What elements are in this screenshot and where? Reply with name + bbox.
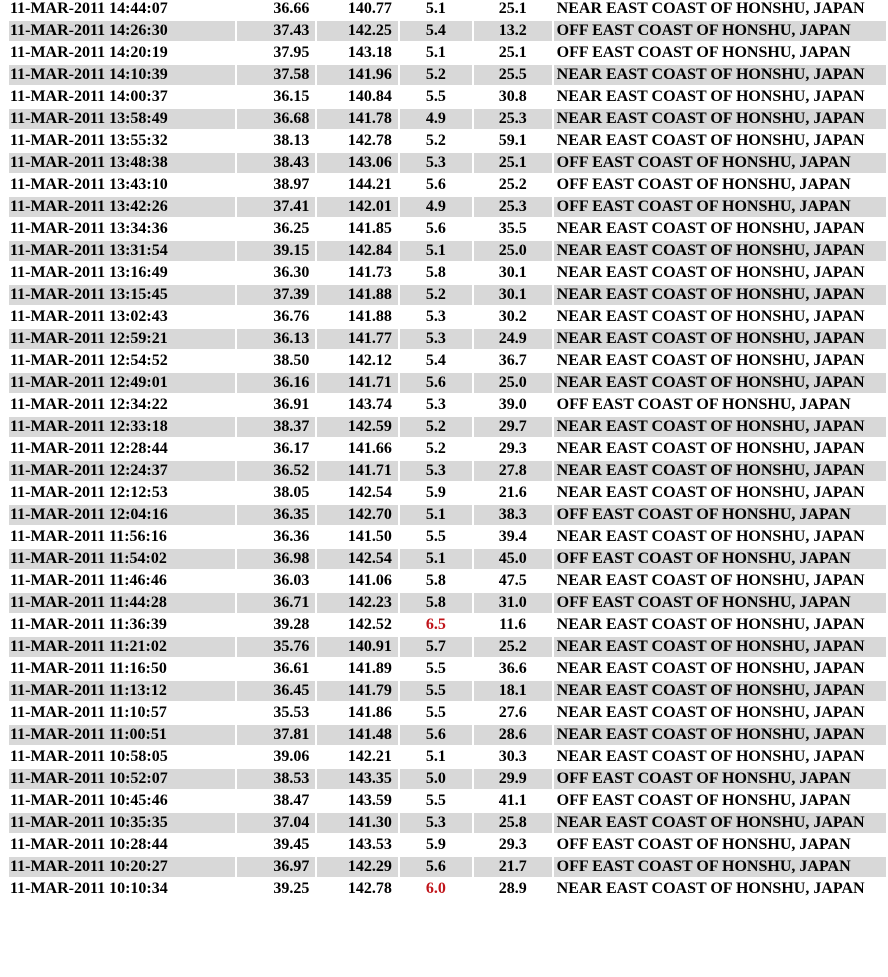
event-magnitude: 5.0 — [400, 769, 472, 789]
event-depth: 30.1 — [474, 285, 552, 305]
table-row — [9, 505, 886, 525]
event-longitude: 141.06 — [347, 572, 392, 589]
event-longitude: 142.52 — [347, 616, 392, 633]
event-datetime: 11-MAR-2011 11:44:28 — [9, 593, 235, 613]
event-latitude: 39.45 — [273, 836, 310, 853]
event-latitude: 36.13 — [237, 329, 315, 349]
table-row — [9, 791, 886, 811]
event-longitude: 141.88 — [347, 308, 392, 325]
event-longitude: 141.48 — [317, 725, 398, 745]
event-magnitude: 5.5 — [400, 681, 472, 701]
event-depth: 29.3 — [498, 836, 527, 853]
table-row — [9, 0, 886, 19]
event-depth: 25.1 — [474, 153, 552, 173]
event-magnitude: 5.1 — [400, 549, 472, 569]
event-region: NEAR EAST COAST OF HONSHU, JAPAN — [554, 637, 886, 657]
table-row — [9, 571, 886, 591]
event-region: OFF EAST COAST OF HONSHU, JAPAN — [556, 396, 851, 413]
table-row — [9, 197, 886, 217]
event-depth: 25.8 — [474, 813, 552, 833]
event-region: OFF EAST COAST OF HONSHU, JAPAN — [556, 44, 851, 61]
event-depth: 21.6 — [498, 484, 527, 501]
event-depth: 35.5 — [498, 220, 527, 237]
event-magnitude: 5.6 — [425, 220, 446, 237]
event-depth: 28.6 — [474, 725, 552, 745]
event-region: NEAR EAST COAST OF HONSHU, JAPAN — [556, 264, 865, 281]
event-datetime: 11-MAR-2011 12:34:22 — [10, 396, 168, 413]
event-datetime: 11-MAR-2011 14:00:37 — [10, 88, 168, 105]
event-region: NEAR EAST COAST OF HONSHU, JAPAN — [556, 660, 865, 677]
event-latitude: 38.97 — [273, 176, 310, 193]
event-depth: 45.0 — [474, 549, 552, 569]
event-magnitude: 5.3 — [400, 813, 472, 833]
event-datetime: 11-MAR-2011 10:10:34 — [10, 880, 168, 897]
event-magnitude: 5.1 — [425, 0, 446, 17]
event-latitude: 36.61 — [273, 660, 310, 677]
event-magnitude: 5.1 — [425, 748, 446, 765]
event-latitude: 38.43 — [237, 153, 315, 173]
event-region: OFF EAST COAST OF HONSHU, JAPAN — [556, 176, 851, 193]
event-region: NEAR EAST COAST OF HONSHU, JAPAN — [556, 704, 865, 721]
event-depth: 29.3 — [498, 440, 527, 457]
event-magnitude: 5.6 — [400, 725, 472, 745]
event-depth: 30.1 — [498, 264, 527, 281]
event-depth: 31.0 — [474, 593, 552, 613]
event-region: NEAR EAST COAST OF HONSHU, JAPAN — [556, 484, 865, 501]
event-magnitude: 5.3 — [400, 329, 472, 349]
event-magnitude: 5.5 — [425, 660, 446, 677]
table-row — [9, 769, 886, 789]
table-row — [9, 725, 886, 745]
event-latitude: 37.43 — [237, 21, 315, 41]
event-magnitude: 5.3 — [400, 153, 472, 173]
event-region: OFF EAST COAST OF HONSHU, JAPAN — [554, 153, 886, 173]
event-datetime: 11-MAR-2011 11:10:57 — [10, 704, 167, 721]
event-latitude: 36.71 — [237, 593, 315, 613]
event-region: NEAR EAST COAST OF HONSHU, JAPAN — [556, 528, 865, 545]
event-longitude: 143.59 — [347, 792, 392, 809]
event-depth: 30.3 — [498, 748, 527, 765]
event-region: NEAR EAST COAST OF HONSHU, JAPAN — [554, 65, 886, 85]
event-depth: 47.5 — [498, 572, 527, 589]
event-longitude: 142.23 — [317, 593, 398, 613]
event-longitude: 142.29 — [317, 857, 398, 877]
event-longitude: 141.86 — [347, 704, 392, 721]
event-region: NEAR EAST COAST OF HONSHU, JAPAN — [554, 241, 886, 261]
event-depth: 29.9 — [474, 769, 552, 789]
event-depth: 30.8 — [498, 88, 527, 105]
event-magnitude: 5.2 — [400, 65, 472, 85]
event-depth: 24.9 — [474, 329, 552, 349]
event-magnitude: 5.8 — [425, 572, 446, 589]
table-row — [9, 439, 886, 459]
event-longitude: 141.30 — [317, 813, 398, 833]
event-depth: 59.1 — [498, 132, 527, 149]
table-row — [9, 153, 886, 173]
event-magnitude: 5.4 — [425, 352, 446, 369]
table-row — [9, 373, 886, 393]
event-datetime: 11-MAR-2011 13:15:45 — [9, 285, 235, 305]
table-row — [9, 329, 886, 349]
event-latitude: 36.98 — [237, 549, 315, 569]
event-depth: 11.6 — [499, 616, 527, 633]
event-datetime: 11-MAR-2011 11:00:51 — [9, 725, 235, 745]
event-datetime: 11-MAR-2011 13:02:43 — [10, 308, 168, 325]
event-longitude: 140.84 — [347, 88, 392, 105]
event-latitude: 36.91 — [273, 396, 310, 413]
event-region: NEAR EAST COAST OF HONSHU, JAPAN — [554, 109, 886, 129]
event-depth: 27.8 — [474, 461, 552, 481]
event-region: OFF EAST COAST OF HONSHU, JAPAN — [556, 836, 851, 853]
table-row — [9, 813, 886, 833]
event-latitude: 36.68 — [237, 109, 315, 129]
table-row — [9, 417, 886, 437]
table-row — [9, 879, 886, 899]
event-region: OFF EAST COAST OF HONSHU, JAPAN — [554, 197, 886, 217]
event-depth: 28.9 — [498, 880, 527, 897]
event-datetime: 11-MAR-2011 13:34:36 — [10, 220, 168, 237]
event-magnitude: 5.2 — [425, 440, 446, 457]
event-longitude: 142.54 — [347, 484, 392, 501]
event-region: NEAR EAST COAST OF HONSHU, JAPAN — [556, 352, 865, 369]
event-magnitude: 5.5 — [425, 88, 446, 105]
event-depth: 25.0 — [474, 373, 552, 393]
table-row — [9, 483, 886, 503]
event-magnitude: 5.3 — [425, 308, 446, 325]
event-depth: 21.7 — [474, 857, 552, 877]
event-region: NEAR EAST COAST OF HONSHU, JAPAN — [556, 748, 865, 765]
event-magnitude: 5.5 — [425, 528, 446, 545]
event-region: OFF EAST COAST OF HONSHU, JAPAN — [554, 21, 886, 41]
event-longitude: 141.78 — [317, 109, 398, 129]
event-depth: 36.7 — [498, 352, 527, 369]
event-datetime: 11-MAR-2011 12:04:16 — [9, 505, 235, 525]
event-longitude: 140.91 — [317, 637, 398, 657]
table-row — [9, 461, 886, 481]
event-latitude: 37.81 — [237, 725, 315, 745]
event-magnitude: 4.9 — [400, 109, 472, 129]
event-datetime: 11-MAR-2011 14:20:19 — [10, 44, 168, 61]
event-region: NEAR EAST COAST OF HONSHU, JAPAN — [554, 373, 886, 393]
table-row — [9, 175, 886, 195]
event-longitude: 142.21 — [347, 748, 392, 765]
table-row — [9, 527, 886, 547]
event-longitude: 144.21 — [347, 176, 392, 193]
event-latitude: 36.36 — [273, 528, 310, 545]
event-depth: 25.3 — [474, 109, 552, 129]
event-region: NEAR EAST COAST OF HONSHU, JAPAN — [556, 616, 865, 633]
event-magnitude: 5.5 — [425, 704, 446, 721]
event-latitude: 37.04 — [237, 813, 315, 833]
event-depth: 25.3 — [474, 197, 552, 217]
event-longitude: 141.77 — [317, 329, 398, 349]
event-magnitude: 5.5 — [425, 792, 446, 809]
event-latitude: 39.06 — [273, 748, 310, 765]
event-longitude: 142.70 — [317, 505, 398, 525]
event-magnitude: 5.3 — [400, 461, 472, 481]
event-longitude: 143.35 — [317, 769, 398, 789]
event-datetime: 11-MAR-2011 11:56:16 — [10, 528, 167, 545]
event-magnitude: 6.0 — [425, 880, 446, 897]
table-row — [9, 241, 886, 261]
event-depth: 36.6 — [498, 660, 527, 677]
event-latitude: 35.76 — [237, 637, 315, 657]
event-longitude: 141.71 — [317, 461, 398, 481]
event-latitude: 38.53 — [237, 769, 315, 789]
event-depth: 25.2 — [498, 176, 527, 193]
event-magnitude: 5.8 — [400, 593, 472, 613]
event-latitude: 36.03 — [273, 572, 310, 589]
event-datetime: 11-MAR-2011 12:54:52 — [10, 352, 168, 369]
event-region: NEAR EAST COAST OF HONSHU, JAPAN — [556, 440, 865, 457]
event-datetime: 11-MAR-2011 11:21:02 — [9, 637, 235, 657]
event-datetime: 11-MAR-2011 13:43:10 — [10, 176, 168, 193]
event-longitude: 142.59 — [317, 417, 398, 437]
event-depth: 13.2 — [474, 21, 552, 41]
event-latitude: 39.25 — [273, 880, 310, 897]
event-depth: 39.4 — [498, 528, 527, 545]
event-latitude: 39.28 — [273, 616, 310, 633]
event-longitude: 142.78 — [347, 880, 392, 897]
event-longitude: 141.50 — [347, 528, 392, 545]
event-region: OFF EAST COAST OF HONSHU, JAPAN — [554, 857, 886, 877]
table-row — [9, 109, 886, 129]
event-depth: 25.1 — [498, 44, 527, 61]
event-longitude: 140.77 — [347, 0, 392, 17]
event-magnitude: 5.9 — [425, 836, 446, 853]
event-region: OFF EAST COAST OF HONSHU, JAPAN — [554, 593, 886, 613]
event-datetime: 11-MAR-2011 11:36:39 — [10, 616, 167, 633]
table-row — [9, 395, 886, 415]
event-datetime: 11-MAR-2011 13:58:49 — [9, 109, 235, 129]
event-region: OFF EAST COAST OF HONSHU, JAPAN — [554, 769, 886, 789]
event-latitude: 36.16 — [237, 373, 315, 393]
event-longitude: 141.71 — [317, 373, 398, 393]
event-magnitude: 5.7 — [400, 637, 472, 657]
earthquake-table-body — [9, 0, 886, 899]
event-datetime: 11-MAR-2011 10:28:44 — [10, 836, 168, 853]
table-row — [9, 637, 886, 657]
event-region: NEAR EAST COAST OF HONSHU, JAPAN — [554, 285, 886, 305]
event-longitude: 143.53 — [347, 836, 392, 853]
event-depth: 29.7 — [474, 417, 552, 437]
event-latitude: 36.25 — [273, 220, 310, 237]
event-latitude: 39.15 — [237, 241, 315, 261]
event-datetime: 11-MAR-2011 13:55:32 — [10, 132, 168, 149]
event-magnitude: 5.1 — [400, 505, 472, 525]
event-datetime: 11-MAR-2011 11:13:12 — [9, 681, 235, 701]
event-depth: 41.1 — [498, 792, 527, 809]
event-datetime: 11-MAR-2011 14:26:30 — [9, 21, 235, 41]
table-row — [9, 703, 886, 723]
table-row — [9, 681, 886, 701]
event-longitude: 141.79 — [317, 681, 398, 701]
event-datetime: 11-MAR-2011 12:33:18 — [9, 417, 235, 437]
event-latitude: 35.53 — [273, 704, 310, 721]
event-magnitude: 5.2 — [425, 132, 446, 149]
event-magnitude: 4.9 — [400, 197, 472, 217]
event-region: NEAR EAST COAST OF HONSHU, JAPAN — [554, 813, 886, 833]
event-datetime: 11-MAR-2011 10:52:07 — [9, 769, 235, 789]
event-datetime: 11-MAR-2011 13:16:49 — [10, 264, 168, 281]
event-latitude: 36.97 — [237, 857, 315, 877]
event-longitude: 142.78 — [347, 132, 392, 149]
event-depth: 39.0 — [498, 396, 527, 413]
event-magnitude: 5.1 — [425, 44, 446, 61]
event-magnitude: 6.5 — [425, 616, 446, 633]
event-datetime: 11-MAR-2011 12:59:21 — [9, 329, 235, 349]
table-row — [9, 549, 886, 569]
event-latitude: 37.95 — [273, 44, 310, 61]
event-datetime: 11-MAR-2011 13:48:38 — [9, 153, 235, 173]
event-region: NEAR EAST COAST OF HONSHU, JAPAN — [554, 417, 886, 437]
event-datetime: 11-MAR-2011 13:31:54 — [9, 241, 235, 261]
table-row — [9, 351, 886, 371]
table-row — [9, 219, 886, 239]
event-region: NEAR EAST COAST OF HONSHU, JAPAN — [556, 132, 865, 149]
event-datetime: 11-MAR-2011 11:16:50 — [10, 660, 167, 677]
event-magnitude: 5.4 — [400, 21, 472, 41]
event-longitude: 141.73 — [347, 264, 392, 281]
event-datetime: 11-MAR-2011 10:20:27 — [9, 857, 235, 877]
event-datetime: 11-MAR-2011 12:12:53 — [10, 484, 168, 501]
earthquake-table — [7, 0, 888, 901]
event-region: NEAR EAST COAST OF HONSHU, JAPAN — [554, 461, 886, 481]
event-magnitude: 5.1 — [400, 241, 472, 261]
event-latitude: 38.47 — [273, 792, 310, 809]
event-region: NEAR EAST COAST OF HONSHU, JAPAN — [556, 220, 865, 237]
event-latitude: 38.05 — [273, 484, 310, 501]
event-datetime: 11-MAR-2011 10:45:46 — [10, 792, 168, 809]
event-latitude: 36.45 — [237, 681, 315, 701]
event-datetime: 11-MAR-2011 10:35:35 — [9, 813, 235, 833]
event-longitude: 142.25 — [317, 21, 398, 41]
event-latitude: 36.30 — [273, 264, 310, 281]
event-longitude: 141.96 — [317, 65, 398, 85]
event-magnitude: 5.6 — [400, 857, 472, 877]
event-latitude: 36.52 — [237, 461, 315, 481]
event-latitude: 36.15 — [273, 88, 310, 105]
event-datetime: 11-MAR-2011 12:24:37 — [9, 461, 235, 481]
event-depth: 25.5 — [474, 65, 552, 85]
event-magnitude: 5.2 — [400, 417, 472, 437]
event-latitude: 38.50 — [273, 352, 310, 369]
table-row — [9, 131, 886, 151]
event-datetime: 11-MAR-2011 14:10:39 — [9, 65, 235, 85]
table-row — [9, 307, 886, 327]
event-region: NEAR EAST COAST OF HONSHU, JAPAN — [556, 88, 865, 105]
event-latitude: 37.41 — [237, 197, 315, 217]
table-row — [9, 747, 886, 767]
event-magnitude: 5.6 — [400, 373, 472, 393]
table-row — [9, 659, 886, 679]
event-latitude: 36.17 — [273, 440, 310, 457]
event-datetime: 11-MAR-2011 13:42:26 — [9, 197, 235, 217]
table-row — [9, 857, 886, 877]
event-datetime: 11-MAR-2011 12:28:44 — [10, 440, 168, 457]
table-row — [9, 87, 886, 107]
event-latitude: 36.76 — [273, 308, 310, 325]
event-latitude: 36.66 — [273, 0, 310, 17]
event-longitude: 143.74 — [347, 396, 392, 413]
event-depth: 38.3 — [474, 505, 552, 525]
event-depth: 30.2 — [498, 308, 527, 325]
event-longitude: 142.01 — [317, 197, 398, 217]
event-magnitude: 5.6 — [425, 176, 446, 193]
event-depth: 25.1 — [498, 0, 527, 17]
event-datetime: 11-MAR-2011 12:49:01 — [9, 373, 235, 393]
event-magnitude: 5.3 — [425, 396, 446, 413]
event-latitude: 38.13 — [273, 132, 310, 149]
event-depth: 18.1 — [474, 681, 552, 701]
event-longitude: 142.54 — [317, 549, 398, 569]
table-row — [9, 65, 886, 85]
event-datetime: 11-MAR-2011 11:54:02 — [9, 549, 235, 569]
table-row — [9, 21, 886, 41]
event-region: NEAR EAST COAST OF HONSHU, JAPAN — [556, 880, 865, 897]
event-region: OFF EAST COAST OF HONSHU, JAPAN — [554, 549, 886, 569]
event-region: NEAR EAST COAST OF HONSHU, JAPAN — [556, 572, 865, 589]
event-region: NEAR EAST COAST OF HONSHU, JAPAN — [554, 681, 886, 701]
event-magnitude: 5.8 — [425, 264, 446, 281]
event-datetime: 11-MAR-2011 11:46:46 — [10, 572, 167, 589]
event-depth: 27.6 — [498, 704, 527, 721]
event-depth: 25.2 — [474, 637, 552, 657]
event-longitude: 143.18 — [347, 44, 392, 61]
event-longitude: 142.12 — [347, 352, 392, 369]
event-region: NEAR EAST COAST OF HONSHU, JAPAN — [554, 725, 886, 745]
table-row — [9, 835, 886, 855]
event-region: NEAR EAST COAST OF HONSHU, JAPAN — [556, 308, 865, 325]
event-latitude: 37.39 — [237, 285, 315, 305]
event-longitude: 141.66 — [347, 440, 392, 457]
event-latitude: 38.37 — [237, 417, 315, 437]
table-row — [9, 263, 886, 283]
event-region: OFF EAST COAST OF HONSHU, JAPAN — [554, 505, 886, 525]
event-magnitude: 5.9 — [425, 484, 446, 501]
event-longitude: 141.89 — [347, 660, 392, 677]
event-region: NEAR EAST COAST OF HONSHU, JAPAN — [556, 0, 865, 17]
event-depth: 25.0 — [474, 241, 552, 261]
event-magnitude: 5.2 — [400, 285, 472, 305]
event-latitude: 36.35 — [237, 505, 315, 525]
event-datetime: 11-MAR-2011 10:58:05 — [10, 748, 168, 765]
event-latitude: 37.58 — [237, 65, 315, 85]
event-region: NEAR EAST COAST OF HONSHU, JAPAN — [554, 329, 886, 349]
event-longitude: 143.06 — [317, 153, 398, 173]
event-longitude: 141.88 — [317, 285, 398, 305]
table-row — [9, 43, 886, 63]
event-region: OFF EAST COAST OF HONSHU, JAPAN — [556, 792, 851, 809]
event-longitude: 142.84 — [317, 241, 398, 261]
event-datetime: 11-MAR-2011 14:44:07 — [10, 0, 168, 17]
event-longitude: 141.85 — [347, 220, 392, 237]
table-row — [9, 593, 886, 613]
table-row — [9, 285, 886, 305]
table-row — [9, 615, 886, 635]
